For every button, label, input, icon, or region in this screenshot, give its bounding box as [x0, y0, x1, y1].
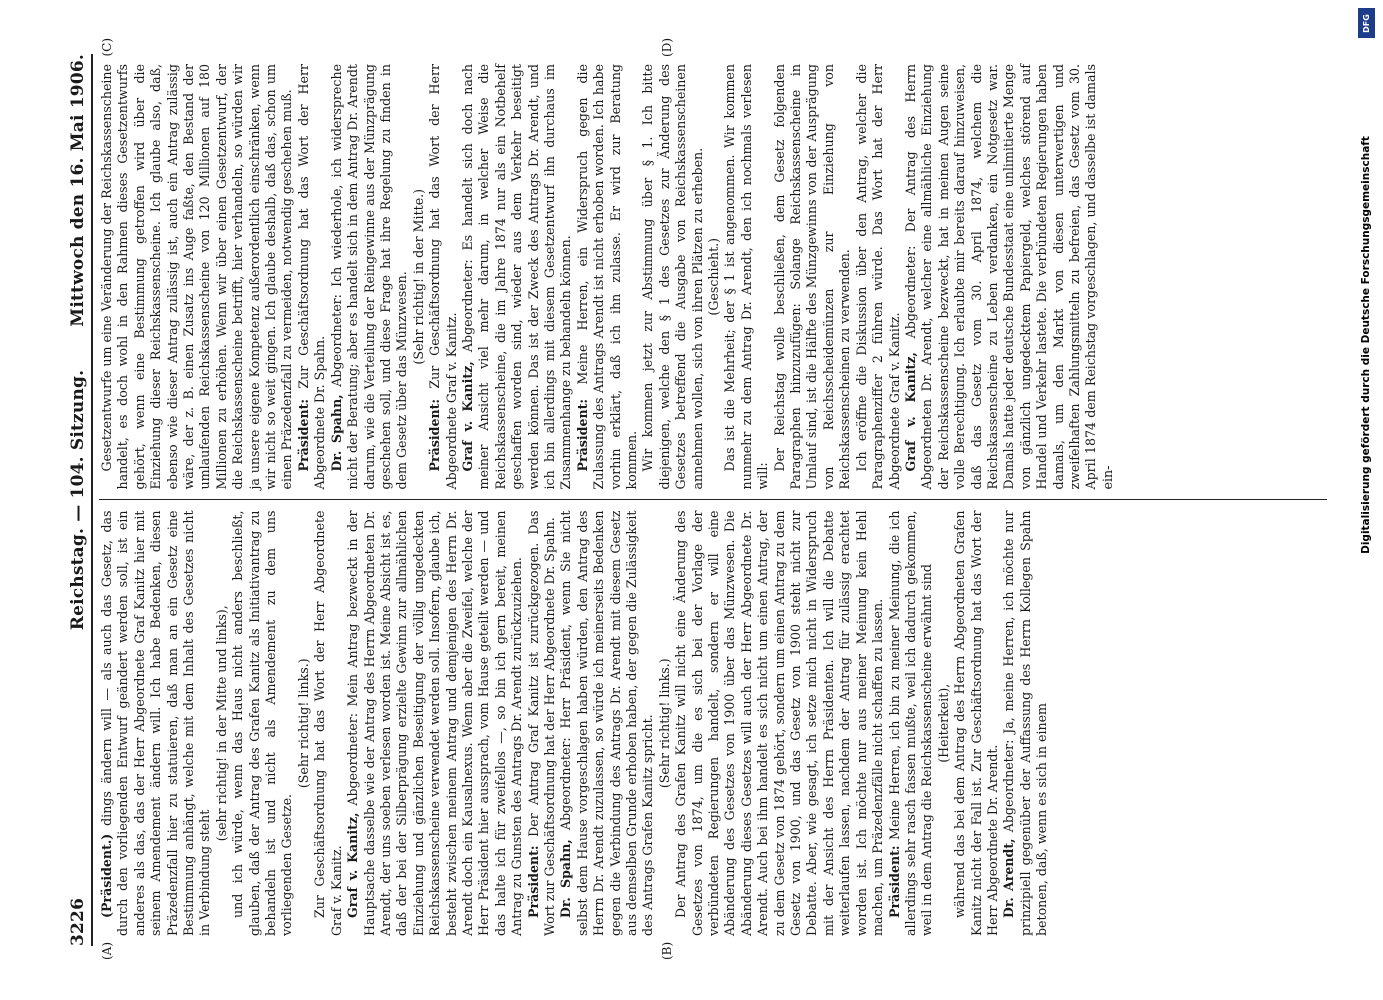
paragraph-text: Abgeordneter: Der Antrag des Herrn Abgeordneten Dr. Arendt, welcher eine allmähliche Einziehung der Reichskassenscheine bezweckt, hat in meinen Augen seine volle Berechtigung. Ich erlaubte mir bereits darauf hinzuweisen, daß das Gesetz vom 30. April 1874, welchem die Reichskassenscheine zu Leben verdanken, ein Notgesetz war. Damals hatte jeder deutsche Bundesstaat eine unlimitierte Menge von gänzlich ungedecktem Papiergeld, welches störend auf Handel und Verkehr lastete. Die verbündeten Regierungen haben damals, um den Markt von diesen unterwertigen und zweifelhaften Zahlungsmitteln zu befreien, das Gesetz vom 30. April 1874 dem Reichstag vorgeschlagen, und dasselbe ist damals ein-	[902, 64, 1115, 490]
margin-mark-c: (C)	[99, 38, 114, 57]
paragraph-text: (Geschieht.)	[705, 237, 721, 316]
speaker-name: Präsident:	[525, 836, 541, 918]
speaker-name: Präsident:	[426, 388, 442, 472]
speaker-name: Präsident:	[886, 839, 901, 918]
paragraph-text: (Sehr richtig! links.)	[656, 658, 672, 789]
paragraph	[640, 64, 706, 490]
header-date: Mittwoch den 16. Mai 1906.	[67, 54, 88, 327]
margin-mark-a: (A)	[99, 941, 114, 960]
paragraph-text: Gesetzentwurfe um eine Veränderung der Reichskassenscheine handelt, es doch wohl in den Rahmen dieses Gesetzentwurfs gehört, wenn eine Bestimmung getroffen wird über die Einziehung dieser Reichskassenscheine. Ich glaube also, daß, ebenso wie dieser Antrag zulässig ist, auch ein Antrag zulässig wäre, der z. B. einen Zusatz ins Auge faßte, den Bestand der umlaufenden Reichskassenscheine von 120 Millionen auf 180 Millionen zu erhöhen. Wenn wir über einen Gesetzentwurf, der die Reichskassenscheine betrifft, hier verhandeln, so würden wir ja unsere eigene Kompetenz außerordentlich einschränken, wenn wir nicht so weit gingen. Ich glaube deshalb, daß das, schon um einen Präzedenzfall zu vermeiden, notwendig geschehen muß.	[98, 64, 294, 490]
speaker-name: Dr. Spahn,	[557, 830, 573, 918]
paragraph	[902, 64, 1115, 490]
paragraph-text: Zur Geschäftsordnung hat das Wort der Herr Abgeordnete Graf v. Kanitz.	[426, 64, 459, 490]
paragraph-text: Meine Herren, ich bin zu meiner Meinung, die ich allerdings sehr rasch fassen mußte, weil ich dadurch gekommen, weil in dem Antrag die Reichskassenscheine erwähnt sind	[886, 510, 934, 936]
dfg-logo-text: DFG	[1362, 13, 1372, 33]
speaker-name: Präsident:	[574, 384, 590, 472]
paragraph-text: (Sehr richtig! in der Mitte.)	[410, 188, 426, 365]
paragraph	[230, 511, 296, 937]
paragraph	[295, 511, 311, 937]
paragraph-text: (Sehr richtig! links.)	[295, 658, 311, 789]
text-columns	[98, 38, 1327, 960]
speaker-name: Graf v. Kanitz,	[459, 352, 475, 472]
paragraph	[558, 511, 656, 937]
speaker-name: Graf v. Kanitz,	[902, 338, 918, 472]
paragraph-text: Abgeordneter: Ja, meine Herren, ich möchte nur prinzipiell gegenüber der Auffassung des Herrn Kollegen Spahn betonen, daß, wenn es sich in einem	[1000, 510, 1049, 936]
speaker-name: Präsident:	[295, 388, 311, 472]
paragraph	[295, 64, 328, 490]
paragraph	[935, 511, 951, 937]
header-title: Reichstag. — 104. Sitzung.	[67, 369, 88, 631]
paragraph-text: Der Reichstag wolle beschließen, dem Gesetz folgenden Paragraphen hinzuzufügen: Solange Reichskassenscheine in Umlauf sind, ist die Hälfte des Münzgewinns von der Ausprägung von Reichsscheidemünzen zur Einziehung von Reichskassenscheinen zu verwenden.	[771, 64, 852, 490]
paragraph-text: (Heiterkeit),	[935, 683, 951, 763]
paragraph-text: Das ist die Mehrheit; der § 1 ist angenommen. Wir kommen nunmehr zu dem Antrag Dr. Arendt, den ich nochmals verlesen will:	[721, 64, 770, 490]
speaker-name: Graf v. Kanitz,	[344, 805, 360, 918]
paragraph	[722, 64, 771, 490]
paragraph-text: (sehr richtig! in der Mitte und links),	[213, 605, 229, 842]
paragraph	[574, 64, 640, 490]
paragraph-text: Wir kommen jetzt zur Abstimmung über § 1. Ich bitte diejenigen, welche den § 1 des Gesetzes zur Änderung des Gesetzes betreffend die Ausgabe von Reichskassenscheinen annehmen wollen, sich von ihren Plätzen zu erheben.	[639, 64, 705, 490]
paragraph-text: Abgeordneter: Ich wiederhole, ich widerspreche nicht der Beratung; aber es handelt sich in dem Antrag Dr. Arendt darum, wie die Verteilung der Reingewinne aus der Münzprägung geschehen soll, und diese Frage hat ihre Regelung zu finden in dem Gesetz über das Münzwesen.	[328, 63, 409, 490]
paragraph-text: und ich würde, wenn das Haus nicht anders beschließt, glauben, daß der Antrag des Grafen Kanitz als Initiativantrag zu behandeln ist und nicht als Amendement zu dem uns vorliegenden Gesetze.	[229, 510, 294, 936]
paragraph-text: Der Antrag Graf Kanitz ist zurückgezogen. Das Wort zur Geschäftsordnung hat der Herr Abgeordnete Dr. Spahn.	[525, 510, 557, 936]
paragraph-text: Abgeordneter: Herr Präsident, wenn Sie nicht selbst dem Hause vorgeschlagen haben würden, den Antrag des Herrn Dr. Arendt zuzulassen, so würde ich meinerseits Bedenken gegen die Verbindung des Antrags Dr. Arendt mit diesem Gesetz aus demselben Grunde erhoben haben, der gegen die Zulässigkeit des Antrags Grafen Kanitz spricht.	[557, 510, 655, 936]
paragraph	[213, 511, 229, 937]
margin-mark-d: (D)	[659, 38, 674, 57]
left-column	[98, 501, 1327, 960]
paragraph-text: Zur Geschäftsordnung hat das Wort der Herr Abgeordnete Graf v. Kanitz.	[311, 510, 344, 936]
paragraph	[99, 511, 214, 937]
paragraph	[771, 64, 853, 490]
speaker-name: (Präsident.)	[98, 825, 114, 918]
paragraph	[99, 64, 296, 490]
margin-mark-b: (B)	[659, 941, 674, 960]
paragraph	[886, 511, 935, 937]
dfg-logo	[1358, 8, 1375, 38]
speaker-name: Dr. Arendt,	[1000, 832, 1016, 918]
paragraph-text: Meine Herren, ein Widerspruch gegen die Zulassung des Antrags Arendt ist nicht erhoben worden. Ich habe vorhin erklärt, daß ich ihn zulasse. Er wird zur Beratung kommen.	[574, 64, 639, 490]
right-column	[98, 38, 1327, 501]
paragraph-text: Zur Geschäftsordnung hat das Wort der Herr Abgeordnete Dr. Spahn.	[295, 64, 327, 490]
paragraph	[1001, 511, 1050, 937]
page-header	[65, 54, 93, 946]
paragraph-text: Abgeordneter: Es handelt sich doch nach meiner Ansicht viel mehr darum, in welcher Weise die Reichskassenscheine, die im Jahre 1874 nur als ein Notbehelf geschaffen worden sind, wieder aus dem Verkehr beseitigt werden können. Das ist der Zweck des Antrags Dr. Arendt, und ich bin allerdings mit diesem Gesetzentwurf ihn durchaus im Zusammenhange zu behandeln können.	[459, 64, 573, 490]
paragraph	[345, 511, 525, 937]
paragraph-text: Abgeordneter: Mein Antrag bezweckt in der Hauptsache dasselbe wie der Antrag des Herrn Abgeordneten Dr. Arendt, der uns soeben verlesen worden ist. Meine Absicht ist es, daß der bei der Silberprägung erzielte Gewinn zur allmählichen Einziehung und gänzlichen Beseitigung der völlig ungedeckten Reichskassenscheine verwendet werden soll. Insofern, glaube ich, besteht zwischen meinem Antrag und demjenigen des Herrn Dr. Arendt doch ein Kausalnexus. Wenn aber die Zweifel, welche der Herr Präsident hier aussprach, vom Hause geteilt werden — und das halte ich für zweifellos —, so bin ich gern bereit, meinen Antrag zu Gunsten des Antrags Dr. Arendt zurückzuziehen.	[344, 510, 524, 936]
digitization-note: Digitalisierung gefördert durch die Deutsche Forschungsgemeinschaft	[1360, 136, 1372, 554]
paragraph-text: Der Antrag des Grafen Kanitz will nicht eine Änderung des Gesetzes von 1874, um die es sich bei der Vorlage der verbündeten Regierungen handelt, sondern er will eine Abänderung des Gesetzes von 1900 über das Münzwesen. Die Abänderung dieses Gesetzes will auch der Herr Abgeordnete Dr. Arendt. Auch bei ihm handelt es sich nicht um einen Antrag, der zu dem Gesetz von 1874 gehört, sondern um einen Antrag zu dem Gesetz von 1900, und das Gesetz von 1900 steht nicht zur Debatte. Aber, wie gesagt, ich setze mich nicht in Widerspruch mit der Ansicht des Herrn Präsidenten. Ich will die Debatte weiterlaufen lassen, nachdem der Antrag für zulässig erachtet worden ist. Ich möchte nur aus meiner Meinung kein Hehl machen, um Präzedenzfälle nicht schaffen zu lassen.	[672, 510, 885, 936]
paragraph	[410, 64, 426, 490]
speaker-name: Dr. Spahn,	[328, 386, 344, 472]
page-number: 3226	[67, 897, 88, 946]
paragraph	[952, 511, 1001, 937]
paragraph	[459, 64, 574, 490]
paragraph	[853, 64, 902, 490]
paragraph-text: dings ändern will — als auch das Gesetz, das durch den vorliegenden Entwurf geändert werden soll, ist ein anderes als das, das der Herr Abgeordnete Graf Kanitz hier mit seinem Amendement ändern will. Ich habe Bedenken, diesen Präzedenzfall hier zu statuieren, daß man an ein Gesetz eine Bestimmung anhängt, welche mit dem Inhalt des Gesetzes nicht in Verbindung steht	[98, 510, 212, 936]
paragraph	[656, 511, 672, 937]
paragraph	[673, 511, 886, 937]
digitization-strip	[1357, 8, 1377, 993]
paragraph-text: Ich eröffne die Diskussion über den Antrag, welcher die Paragraphenziffer 2 führen würde. Das Wort hat der Herr Abgeordnete Graf v. Kanitz.	[853, 64, 901, 490]
paragraph	[312, 511, 345, 937]
paragraph-text: während das bei dem Antrag des Herrn Abgeordneten Grafen Kanitz nicht der Fall ist. Zur Geschäftsordnung hat das Wort der Herr Abgeordnete Dr. Arendt.	[951, 510, 1000, 936]
paragraph	[525, 511, 558, 937]
paragraph	[328, 64, 410, 490]
paragraph	[706, 64, 722, 490]
rotated-sheet	[47, 40, 1337, 960]
paragraph	[427, 64, 460, 490]
